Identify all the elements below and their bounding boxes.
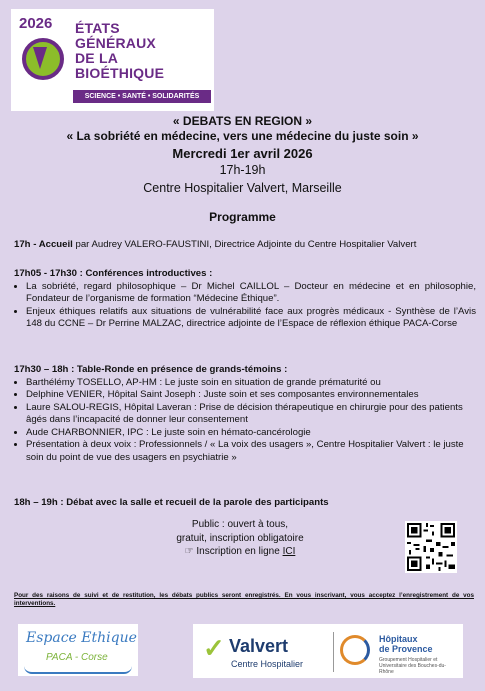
espace-line-1: Espace Ethique [26, 630, 137, 646]
table-ronde-list [14, 377, 476, 465]
public-line-3 [140, 545, 340, 559]
logo-line-4: BIOÉTHIQUE [75, 65, 165, 81]
list-item: • Présentation à deux voix : Professionnels / « La voix des usagers », Centre Hospitalier Valvert : le juste soin du point de vue des usagers en psychiatrie » [26, 439, 476, 464]
etats-generaux-logo [11, 9, 214, 111]
table-ronde-section [14, 364, 476, 464]
logo-year: 2026 [19, 15, 53, 32]
recording-notice: Pour des raisons de suivi et de restitution, les débats publics seront enregistrés. En vous inscrivant, vous acceptez l’enregistrement de vos interventions. [14, 592, 474, 607]
programme-heading: Programme [209, 210, 276, 224]
espace-line-2: PACA - Corse [46, 652, 108, 663]
table-ronde-heading: 17h30 – 18h : Table-Ronde en présence de grands-témoins : [14, 364, 288, 375]
accueil-time: 17h - Accueil [14, 239, 73, 250]
event-kicker: « DEBATS EN REGION » [172, 114, 313, 128]
hp-line-2: de Provence [379, 644, 433, 654]
hp-name [379, 634, 433, 654]
list-item: • Laure SALOU-REGIS, Hôpital Laveran : Prise de décision thérapeutique en chirurgie pour des patients âgés dans l’incapacité de donner leur consentement [26, 402, 476, 427]
hp-line-1: Hôpitaux [379, 634, 418, 644]
logo-band: SCIENCE • SANTÉ • SOLIDARITÉS [73, 90, 211, 103]
event-time: 17h-19h [219, 163, 266, 177]
public-line-1: Public : ouvert à tous, [191, 519, 289, 530]
logo-line-3: DE LA [75, 50, 118, 66]
list-item: • Aude CHARBONNIER, IPC : Le juste soin en hémato-cancérologie [26, 427, 476, 440]
inscription-link[interactable]: ICI [282, 546, 296, 557]
list-item: • Barthélémy TOSELLO, AP-HM : Le juste soin en situation de grande prématurité ou [26, 377, 476, 390]
pointing-hand-icon: ☞ [184, 546, 194, 557]
list-item: • Enjeux éthiques relatifs aux situations de vulnérabilité face aux progrès médicaux - Synthèse de l’Avis 148 du CCNE – Dr Perrine MALZAC, directrice adjointe de l’Espace de réflexion éthique PACA-Corse [26, 306, 476, 331]
public-info [140, 518, 340, 559]
espace-ethique-logo [18, 624, 138, 676]
debat-line [14, 497, 476, 510]
accueil-line [14, 239, 476, 252]
event-date: Mercredi 1er avril 2026 [172, 146, 313, 161]
valvert-name: Valvert [229, 636, 289, 656]
accueil-text: par Audrey VALERO-FAUSTINI, Directrice Adjointe du Centre Hospitalier Valvert [72, 239, 417, 250]
valvert-sub: Centre Hospitalier [231, 659, 304, 669]
hp-sub: Groupement Hospitalier et Universitaire des Bouches-du-Rhône [379, 657, 446, 675]
conferences-list [14, 281, 476, 331]
conferences-section [14, 268, 476, 331]
logo-line-1: ÉTATS [75, 20, 120, 36]
logo-words [75, 21, 164, 81]
public-line-2: gratuit, inscription obligatoire [176, 532, 304, 544]
event-title: « La sobriété en médecine, vers une médecine du juste soin » [66, 129, 419, 143]
event-place: Centre Hospitalier Valvert, Marseille [143, 181, 342, 195]
list-item: • La sobriété, regard philosophique – Dr Michel CAILLOL – Docteur en médecine et en philosophie, Fondateur de l’organisme de formation “Médecine Éthique”. [26, 281, 476, 306]
conferences-heading: 17h05 - 17h30 : Conférences introductives : [14, 268, 213, 279]
hp-ring-icon [340, 635, 370, 665]
wave-icon [24, 666, 132, 674]
logo-line-2: GÉNÉRAUX [75, 35, 156, 51]
debat-text: 18h – 19h : Débat avec la salle et recueil de la parole des participants [14, 497, 329, 508]
logo-divider [333, 632, 334, 672]
list-item: • Delphine VENIER, Hôpital Saint Joseph : Juste soin et ses composantes environnementales [26, 389, 476, 402]
inscription-label: Inscription en ligne [196, 546, 280, 557]
qr-code[interactable] [405, 521, 457, 573]
valvert-v-icon: ✓ [203, 633, 225, 663]
hospital-logos [193, 624, 463, 678]
